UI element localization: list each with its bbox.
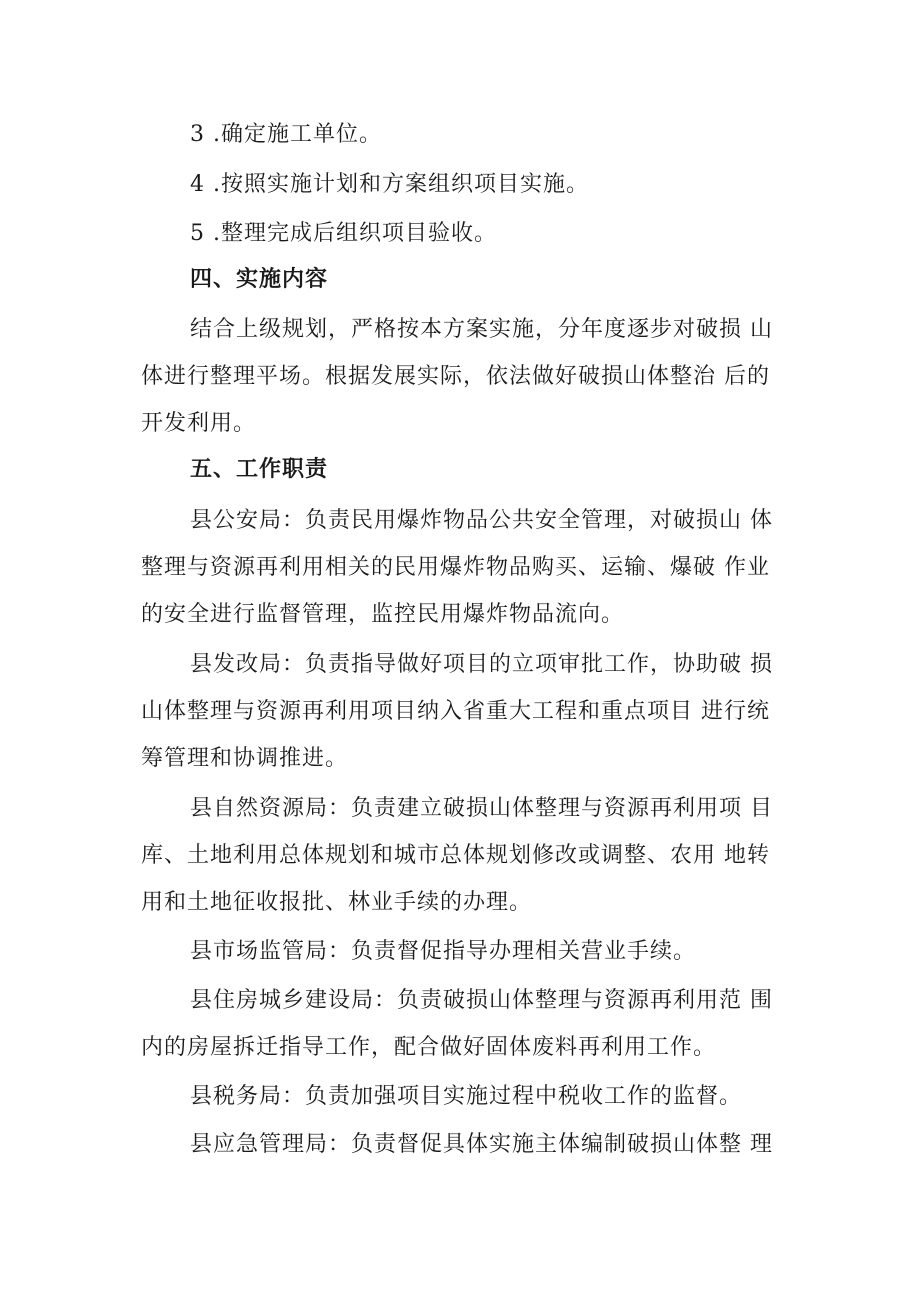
section-heading-5: 五、工作职责 bbox=[190, 457, 329, 482]
paragraph-line: 筹管理和协调推进。 bbox=[141, 746, 349, 771]
list-item-5: 5 .整理完成后组织项目验收。 bbox=[190, 221, 497, 246]
paragraph-line: 县市场监管局：负责督促指导办理相关营业手续。 bbox=[190, 939, 697, 964]
paragraph-line: 用和土地征收报批、林业手续的办理。 bbox=[141, 890, 533, 915]
paragraph-line: 县税务局：负责加强项目实施过程中税收工作的监督。 bbox=[190, 1084, 743, 1109]
paragraph-line: 县自然资源局：负责建立破损山体整理与资源再利用项 目 bbox=[190, 796, 773, 821]
paragraph-line: 县应急管理局：负责督促具体实施主体编制破损山体整 理 bbox=[190, 1132, 773, 1157]
paragraph-line: 山体整理与资源再利用项目纳入省重大工程和重点项目 进行统 bbox=[141, 699, 770, 724]
paragraph-line: 县公安局：负责民用爆炸物品公共安全管理，对破损山 体 bbox=[190, 508, 773, 533]
paragraph-line: 开发利用。 bbox=[141, 411, 257, 436]
paragraph-line: 库、土地利用总体规划和城市总体规划修改或调整、农用 地转 bbox=[141, 843, 770, 868]
paragraph-line: 整理与资源再利用相关的民用爆炸物品购买、运输、爆破 作业 bbox=[141, 555, 770, 580]
list-item-4: 4 .按照实施计划和方案组织项目实施。 bbox=[190, 172, 589, 197]
paragraph-line: 县住房城乡建设局：负责破损山体整理与资源再利用范 围 bbox=[190, 988, 773, 1013]
list-item-3: 3 .确定施工单位。 bbox=[190, 122, 382, 147]
section-heading-4: 四、实施内容 bbox=[190, 267, 329, 292]
paragraph-line: 内的房屋拆迁指导工作，配合做好固体废料再利用工作。 bbox=[141, 1035, 717, 1060]
paragraph-line: 的安全进行监督管理，监控民用爆炸物品流向。 bbox=[141, 602, 625, 627]
paragraph-line: 县发改局：负责指导做好项目的立项审批工作，协助破 损 bbox=[190, 652, 773, 677]
paragraph-line: 体进行整理平场。根据发展实际，依法做好破损山体整治 后的 bbox=[141, 364, 770, 389]
paragraph-line: 结合上级规划，严格按本方案实施，分年度逐步对破损 山 bbox=[190, 317, 773, 342]
